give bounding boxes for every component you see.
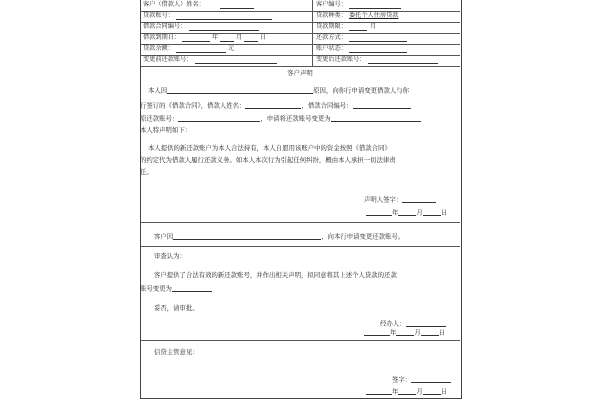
account-status-label: 账户状态： <box>316 45 347 52</box>
maturity-day-char: 日 <box>260 34 267 41</box>
declaration-line2-start: 行签订的《借款合同》，借款人姓名： <box>140 101 246 110</box>
declarant-signature-label: 声明人签字： <box>364 195 403 204</box>
supervisor-signature-label: 签字： <box>392 375 412 384</box>
loan-term-label: 贷款期限： <box>316 23 347 30</box>
supervisor-date <box>366 388 447 395</box>
review-day-char: 日 <box>438 328 446 337</box>
review-month-char: 月 <box>414 328 421 337</box>
supervisor-year-char: 年 <box>392 387 399 396</box>
declaration-line2-end: ，借款合同编号： <box>301 101 353 110</box>
declarant-signature <box>364 196 436 203</box>
declaration-day-field[interactable] <box>423 209 441 216</box>
review-text-2-start: 账号变更为 <box>140 284 172 293</box>
supervisor-signature-field[interactable] <box>411 376 451 383</box>
divider-supervisor <box>140 340 460 341</box>
declaration-line3 <box>140 115 421 122</box>
declaration-line3-end: ，申请将还款账号变更为 <box>260 114 331 123</box>
divider-review <box>140 222 460 223</box>
declaration-year-char: 年 <box>392 208 399 217</box>
balance-label: 贷款余额： <box>143 45 174 52</box>
review-text-2 <box>140 285 212 292</box>
maturity-month-char: 月 <box>236 34 243 41</box>
declaration-line4: 本人特声明如下： <box>140 126 192 134</box>
declaration-paragraph-1: 本人提供的新还款账户为本人合法持有，本人自愿用该账户中的资金按照《借款合同》 <box>148 144 391 152</box>
declaration-paragraph-2: 的约定代为借款人履行还款义务。如本人本次行为引起任何纠纷，概由本人承担一切法律责 <box>140 156 396 164</box>
handler-label: 经办人： <box>380 319 406 328</box>
balance-field[interactable] <box>176 46 226 53</box>
contract-no-field[interactable] <box>189 24 259 31</box>
supervisor-month-char: 月 <box>416 387 423 396</box>
declaration-title: 客户声明 <box>287 69 313 77</box>
review-day-field[interactable] <box>421 329 439 336</box>
supervisor-signature <box>392 376 451 383</box>
loan-term-field[interactable] <box>349 24 367 31</box>
declaration-new-account-field[interactable] <box>331 115 421 122</box>
review-date <box>364 329 445 336</box>
supervisor-month-field[interactable] <box>398 388 416 395</box>
customer-no-field[interactable] <box>349 2 401 9</box>
customer-name-label: 客户（借款人）姓名： <box>143 1 205 8</box>
review-new-account-field[interactable] <box>172 285 212 292</box>
customer-no-label: 客户编号： <box>316 1 347 8</box>
maturity-label: 借款到期日： <box>143 34 181 41</box>
supervisor-day-char: 日 <box>440 387 448 396</box>
review-reason-field[interactable] <box>173 233 321 240</box>
declaration-old-account-field[interactable] <box>178 115 260 122</box>
maturity-year-field[interactable] <box>182 35 210 42</box>
review-checked: 审查认为： <box>154 252 186 260</box>
declaration-day-char: 日 <box>440 208 448 217</box>
loan-account-label: 贷款账号： <box>143 12 174 19</box>
old-account-field[interactable] <box>195 57 277 64</box>
maturity-year-char: 年 <box>212 34 219 41</box>
contract-no-label: 借款合同编号： <box>143 23 187 30</box>
declaration-contract-no-field[interactable] <box>353 102 411 109</box>
loan-account-field[interactable] <box>176 13 272 20</box>
maturity-month-field[interactable] <box>220 35 234 42</box>
review-text-1: 客户提供了合法有效的新还款账号，并作出相关声明，拟同意将其上述个人贷款的还款 <box>154 271 397 279</box>
account-status-field[interactable] <box>349 46 407 53</box>
supervisor-year-field[interactable] <box>366 388 392 395</box>
loan-account-change-form <box>140 0 462 400</box>
declaration-line3-start: 原还款账号： <box>140 114 179 123</box>
repay-method-field[interactable] <box>349 35 407 42</box>
declaration-month-field[interactable] <box>398 209 416 216</box>
declaration-line1-start: 本人因 <box>148 86 168 95</box>
handler-signature <box>380 320 446 327</box>
declaration-date <box>366 209 447 216</box>
declaration-line1-end: 原因，向你行申请变更借款人与你 <box>313 86 410 95</box>
loan-type-value: 委托个人住房贷款 <box>349 12 399 19</box>
new-account-label: 变更后还款账号： <box>316 56 366 63</box>
reason-field[interactable] <box>167 87 313 94</box>
review-line-start: 客户因 <box>154 232 174 241</box>
new-account-field[interactable] <box>368 57 438 64</box>
declaration-month-char: 月 <box>416 208 423 217</box>
customer-name-field[interactable] <box>220 2 254 9</box>
review-request: 妥否，请审批。 <box>154 304 199 312</box>
loan-term-month-char: 月 <box>370 23 377 30</box>
row-accounts <box>140 55 460 67</box>
review-year-field[interactable] <box>364 329 390 336</box>
handler-signature-field[interactable] <box>406 320 446 327</box>
old-account-label: 变更前还款账号： <box>143 56 193 63</box>
balance-yuan-char: 元 <box>228 45 235 52</box>
review-year-char: 年 <box>390 328 397 337</box>
borrower-name-field[interactable] <box>245 102 301 109</box>
loan-type-label: 贷款种类： <box>316 12 347 19</box>
supervisor-opinion-label: 信贷主管意见： <box>154 348 199 356</box>
maturity-day-field[interactable] <box>244 35 258 42</box>
declaration-paragraph-3: 任。 <box>140 168 153 176</box>
divider-check <box>140 246 460 247</box>
review-line <box>154 233 404 240</box>
declaration-line1 <box>148 87 409 94</box>
declarant-signature-field[interactable] <box>402 196 436 203</box>
supervisor-day-field[interactable] <box>423 388 441 395</box>
review-month-field[interactable] <box>396 329 414 336</box>
declaration-line2 <box>140 102 411 109</box>
declaration-year-field[interactable] <box>366 209 392 216</box>
review-line-end: ，向本行申请变更还款账号。 <box>321 232 405 241</box>
repay-method-label: 还款方式： <box>316 34 347 41</box>
